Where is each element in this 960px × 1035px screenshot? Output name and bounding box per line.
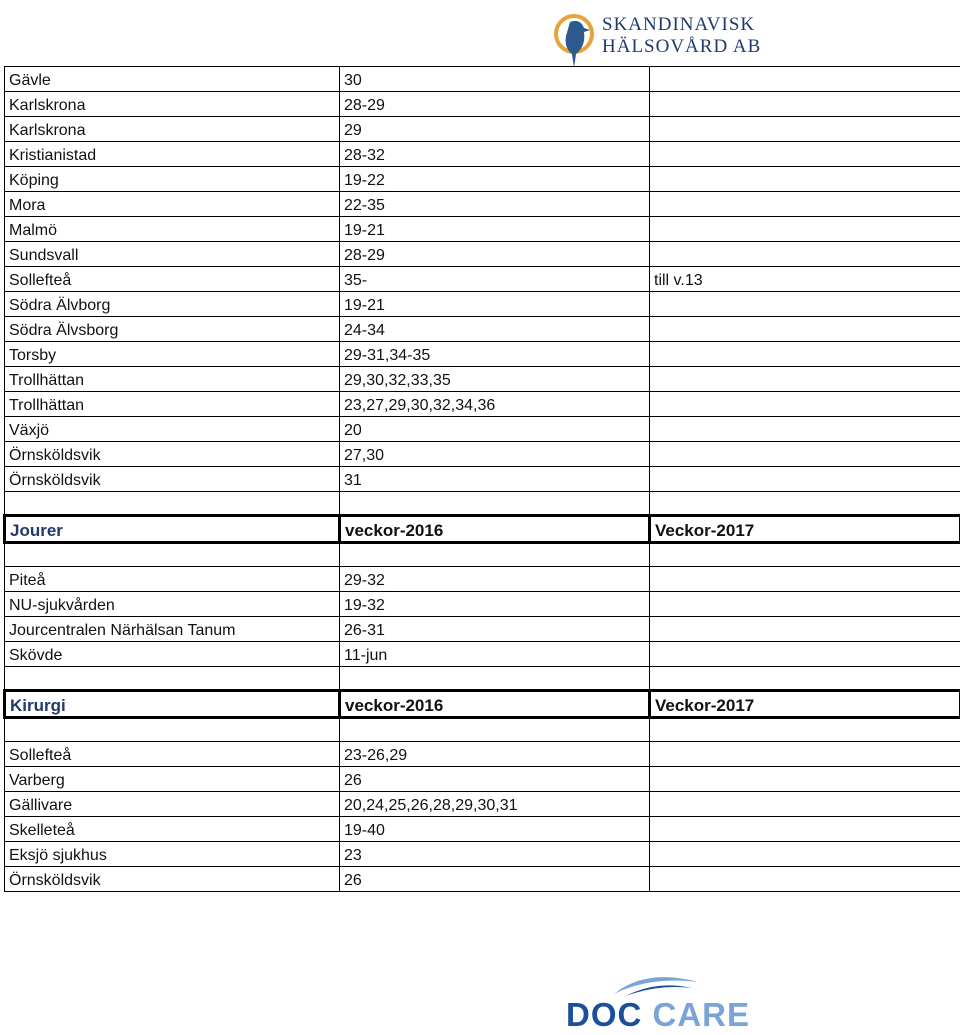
table-row <box>5 342 960 367</box>
cell-name <box>5 718 340 742</box>
cell-extra <box>650 292 960 317</box>
swoosh-logo-icon <box>606 972 706 998</box>
cell-weeks: 31 <box>340 467 650 492</box>
table-row <box>5 92 960 117</box>
jourer-header-row <box>5 516 960 543</box>
table-row <box>5 142 960 167</box>
cell-name: Skövde <box>5 642 340 667</box>
cell-extra <box>650 617 960 642</box>
cell-weeks: 27,30 <box>340 442 650 467</box>
cell-extra <box>650 392 960 417</box>
cell-weeks: 24-34 <box>340 317 650 342</box>
cell-weeks <box>340 718 650 742</box>
cell-name: Kristianistad <box>5 142 340 167</box>
cell-name: Södra Älvsborg <box>5 317 340 342</box>
cell-weeks <box>340 543 650 567</box>
cell-extra <box>650 742 960 767</box>
cell-weeks: 28-32 <box>340 142 650 167</box>
cell-extra <box>650 92 960 117</box>
cell-extra <box>650 867 960 892</box>
cell-weeks: 19-40 <box>340 817 650 842</box>
kirurgi-header-row <box>5 691 960 718</box>
table-row <box>5 592 960 617</box>
table-row <box>5 367 960 392</box>
cell-extra <box>650 467 960 492</box>
cell-name: Södra Älvborg <box>5 292 340 317</box>
cell-name: Karlskrona <box>5 92 340 117</box>
cell-extra <box>650 117 960 142</box>
table-row <box>5 192 960 217</box>
cell-name: Varberg <box>5 767 340 792</box>
cell-name: Växjö <box>5 417 340 442</box>
table-row <box>5 392 960 417</box>
cell-extra <box>650 317 960 342</box>
table-row <box>5 742 960 767</box>
cell-name: Skelleteå <box>5 817 340 842</box>
table-row <box>5 167 960 192</box>
cell-extra <box>650 167 960 192</box>
empty-row <box>5 667 960 691</box>
cell-extra <box>650 67 960 92</box>
cell-name: Gävle <box>5 67 340 92</box>
cell-name: Malmö <box>5 217 340 242</box>
cell-name: Örnsköldsvik <box>5 867 340 892</box>
cell-extra <box>650 242 960 267</box>
cell-weeks: 28-29 <box>340 242 650 267</box>
cell-name: Örnsköldsvik <box>5 467 340 492</box>
table-row <box>5 117 960 142</box>
cell-name: Örnsköldsvik <box>5 442 340 467</box>
table-row <box>5 317 960 342</box>
cell-extra <box>650 217 960 242</box>
cell-extra <box>650 842 960 867</box>
cell-extra <box>650 792 960 817</box>
cell-weeks: 19-32 <box>340 592 650 617</box>
cell-weeks: 19-22 <box>340 167 650 192</box>
cell-extra <box>650 492 960 516</box>
table-row <box>5 67 960 92</box>
table-row <box>5 242 960 267</box>
cell-name: Sollefteå <box>5 742 340 767</box>
table-row <box>5 817 960 842</box>
cell-weeks: 28-29 <box>340 92 650 117</box>
cell-weeks: 29,30,32,33,35 <box>340 367 650 392</box>
cell-weeks: 23,27,29,30,32,34,36 <box>340 392 650 417</box>
cell-name: Mora <box>5 192 340 217</box>
cell-weeks: 23 <box>340 842 650 867</box>
cell-extra: till v.13 <box>650 267 960 292</box>
cell-weeks: 26-31 <box>340 617 650 642</box>
logo-line-2: HÄLSOVÅRD AB <box>602 36 762 57</box>
table-row <box>5 617 960 642</box>
header-col-2016: veckor-2016 <box>340 691 650 718</box>
cell-weeks: 26 <box>340 867 650 892</box>
table-row <box>5 867 960 892</box>
cell-name: Köping <box>5 167 340 192</box>
cell-extra <box>650 567 960 592</box>
logo-care-text: CARE <box>652 996 751 1033</box>
cell-name <box>5 543 340 567</box>
table-row <box>5 417 960 442</box>
cell-extra <box>650 767 960 792</box>
doc-care-logo <box>566 972 751 1033</box>
jourer-title: Jourer <box>5 516 340 543</box>
schedule-table <box>3 66 960 892</box>
cell-weeks: 29-32 <box>340 567 650 592</box>
cell-name: Torsby <box>5 342 340 367</box>
cell-weeks: 29-31,34-35 <box>340 342 650 367</box>
cell-weeks: 19-21 <box>340 292 650 317</box>
cell-name: Sollefteå <box>5 267 340 292</box>
cell-extra <box>650 592 960 617</box>
cell-extra <box>650 367 960 392</box>
cell-weeks: 22-35 <box>340 192 650 217</box>
cell-weeks <box>340 492 650 516</box>
cell-name: Piteå <box>5 567 340 592</box>
cell-name: Sundsvall <box>5 242 340 267</box>
header-col-2017: Veckor-2017 <box>650 516 960 543</box>
cell-weeks: 11-jun <box>340 642 650 667</box>
cell-weeks: 23-26,29 <box>340 742 650 767</box>
table-row <box>5 792 960 817</box>
table-row <box>5 267 960 292</box>
table-row <box>5 767 960 792</box>
cell-weeks: 30 <box>340 67 650 92</box>
skandinavisk-halsovard-logo <box>552 8 762 70</box>
cell-name: Trollhättan <box>5 367 340 392</box>
bird-logo-icon <box>552 8 602 72</box>
cell-name <box>5 667 340 691</box>
table-row <box>5 292 960 317</box>
cell-extra <box>650 417 960 442</box>
logo-doc-text: DOC <box>566 996 643 1033</box>
table-row <box>5 567 960 592</box>
cell-weeks: 29 <box>340 117 650 142</box>
empty-row <box>5 543 960 567</box>
cell-weeks <box>340 667 650 691</box>
cell-weeks: 35- <box>340 267 650 292</box>
cell-weeks: 20 <box>340 417 650 442</box>
cell-name: Karlskrona <box>5 117 340 142</box>
cell-extra <box>650 142 960 167</box>
cell-extra <box>650 642 960 667</box>
cell-extra <box>650 442 960 467</box>
cell-weeks: 20,24,25,26,28,29,30,31 <box>340 792 650 817</box>
cell-extra <box>650 543 960 567</box>
cell-weeks: 26 <box>340 767 650 792</box>
cell-name: Gällivare <box>5 792 340 817</box>
cell-extra <box>650 342 960 367</box>
cell-name <box>5 492 340 516</box>
cell-name: Jourcentralen Närhälsan Tanum <box>5 617 340 642</box>
logo-line-1: SKANDINAVISK <box>602 14 756 35</box>
header-col-2016: veckor-2016 <box>340 516 650 543</box>
table-row <box>5 642 960 667</box>
cell-extra <box>650 817 960 842</box>
empty-row <box>5 718 960 742</box>
kirurgi-title: Kirurgi <box>5 691 340 718</box>
cell-name: NU-sjukvården <box>5 592 340 617</box>
cell-extra <box>650 667 960 691</box>
cell-weeks: 19-21 <box>340 217 650 242</box>
cell-extra <box>650 718 960 742</box>
table-row <box>5 442 960 467</box>
cell-name: Eksjö sjukhus <box>5 842 340 867</box>
cell-name: Trollhättan <box>5 392 340 417</box>
cell-extra <box>650 192 960 217</box>
empty-row <box>5 492 960 516</box>
header-col-2017: Veckor-2017 <box>650 691 960 718</box>
table-row <box>5 842 960 867</box>
table-row <box>5 217 960 242</box>
table-row <box>5 467 960 492</box>
